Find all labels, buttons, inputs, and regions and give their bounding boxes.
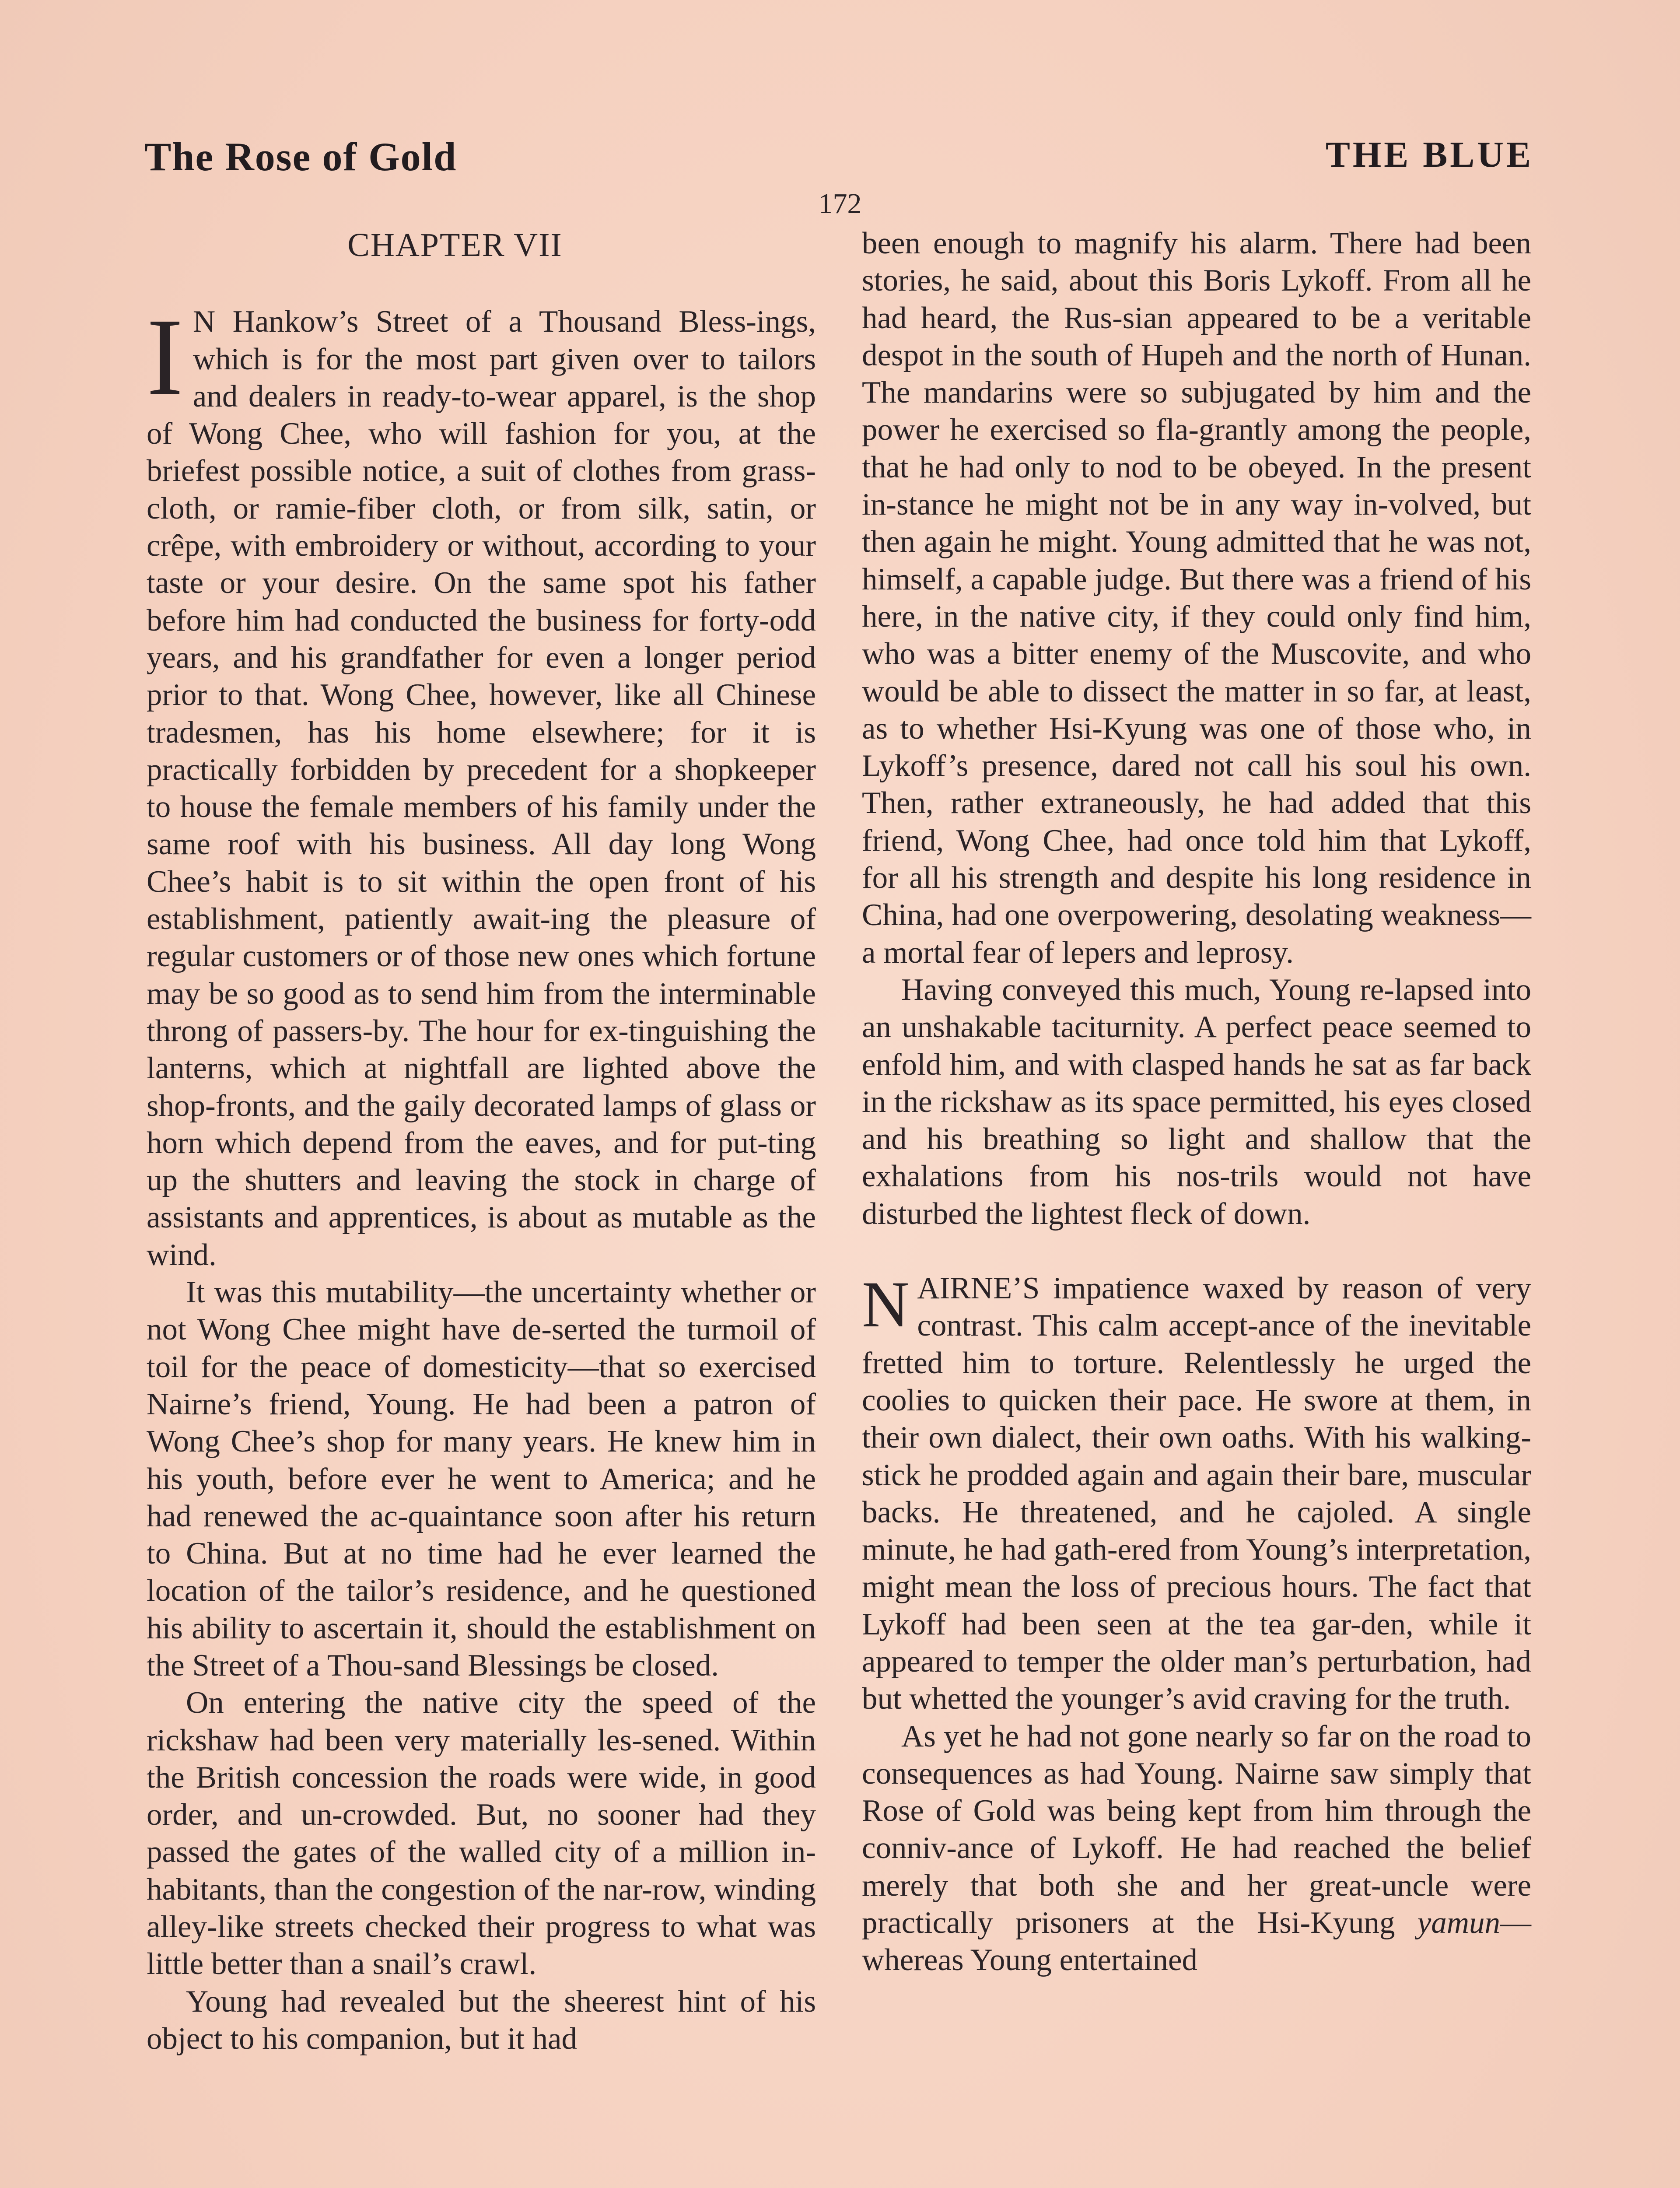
- section-break: [862, 1233, 1531, 1270]
- italic-word: yamun: [1417, 1906, 1501, 1940]
- paragraph: [147, 295, 816, 1274]
- paragraph: It was this mutability—the uncertainty whether or not Wong Chee might have de-serted the turmoil of toil for the peace of domesticity—that so exercised Nairne’s friend, Young. He had been a patron of Wong Chee’s shop for many years. He knew him in his youth, before ever he went to America; and he had renewed the ac-quaintance soon after his return to China. But at no time had he ever learned the location of the tailor’s residence, and he questioned his ability to ascertain it, should the establishment on the Street of a Thou-sand Blessings be closed.: [147, 1275, 816, 1683]
- paragraph-text: N Hankow’s Street of a Thousand Bless-ings, which is for the most part given over to tailors and dealers in ready-to-wear apparel, is the shop of Wong Chee, who will fashion for you, at the briefest possible notice, a suit of clothes from grass-cloth, or ramie-fiber cloth, or from silk, satin, or crêpe, with embroidery or without, according to your taste or your desire. On the same spot his father before him had conducted the business for forty-odd years, and his grandfather for even a longer period prior to that. Wong Chee, however, like all Chinese tradesmen, has his home elsewhere; for it is practically forbidden by precedent for a shopkeeper to house the female members of his family under the same roof with his business. All day long Wong Chee’s habit is to sit within the open front of his establishment, patiently await-ing the pleasure of regular customers or of those new ones which fortune may be so good as to send him from the interminable throng of passers-by. The hour for ex-tinguishing the lanterns, which at nightfall are lighted above the shop-fronts, and the gaily decorated lamps of glass or horn which depend from the eaves, and for put-ting up the shutters and leaving the stock in charge of assistants and apprentices, is about as mutable as the wind.: [147, 305, 816, 1272]
- paragraph-text: As yet he had not gone nearly so far on the road to consequences as had Young. Nairne saw simply that Rose of Gold was being kept from him through the conniv-ance of Lykoff. He had reached the belief merely that both she and her great-uncle were practically prisoners at the Hsi-Kyung: [862, 1719, 1531, 1940]
- paragraph: Young had revealed but the sheerest hint of his object to his companion, but it had: [147, 1984, 816, 2056]
- drop-cap: N: [862, 1268, 910, 1341]
- paragraph: been enough to magnify his alarm. There had been stories, he said, about this Boris Lykoff. From all he had heard, the Rus-sian appeared to be a veritable despot in the south of Hupeh and the north of Hunan. The mandarins were so subjugated by him and the power he exercised so fla-grantly among the people, that he had only to nod to be obeyed. In the present in-stance he might not be in any way in-volved, but then again he might. Young admitted that he was not, himself, a capable judge. But there was a friend of his here, in the native city, if they could only find him, who was a bitter enemy of the Muscovite, and who would be able to dissect the matter in so far, at least, as to whether Hsi-Kyung was one of those who, in Lykoff’s presence, dared not call his soul his own. Then, rather extraneously, he had added that this friend, Wong Chee, had once told him that Lykoff, for all his strength and despite his long residence in China, had one overpowering, desolating weakness—a mortal fear of lepers and leprosy.: [862, 226, 1531, 970]
- chapter-heading: CHAPTER VII: [347, 227, 563, 263]
- left-column: [147, 219, 816, 2058]
- drop-cap: I: [147, 295, 183, 418]
- paragraph: [862, 1718, 1531, 1979]
- paragraph: On entering the native city the speed of the rickshaw had been very materially les-sened. Within the British concession the roads were wide, in good order, and un-crowded. But, no sooner had they passed the gates of the walled city of a million in-habitants, than the congestion of the nar-row, winding alley-like streets checked their progress to what was little better than a snail’s crawl.: [147, 1686, 816, 1981]
- paragraph-text-end: —whereas Young entertained: [862, 1906, 1532, 1978]
- paragraph: [862, 1270, 1531, 1718]
- page-number: 172: [818, 188, 862, 220]
- running-title-right: THE BLUE: [1325, 134, 1533, 175]
- running-title-left: The Rose of Gold: [144, 134, 457, 179]
- paragraph-text: AIRNE’S impatience waxed by reason of very contrast. This calm accept-ance of the inevitable fretted him to torture. Relentlessly he urged the coolies to quicken their pace. He swore at them, in their own dialect, their own oaths. With his walking-stick he prodded again and again their bare, muscular backs. He threatened, and he cajoled. A single minute, he had gath-ered from Young’s interpretation, might mean the loss of precious hours. The fact that Lykoff had been seen at the tea gar-den, while it appeared to temper the older man’s perturbation, had but whetted the younger’s avid craving for the truth.: [862, 1271, 1531, 1716]
- paragraph: Having conveyed this much, Young re-lapsed into an unshakable taciturnity. A perfect peace seemed to enfold him, and with clasped hands he sat as far back in the rickshaw as its space permitted, his eyes closed and his breathing so light and shallow that the exhalations from his nos-trils would not have disturbed the lightest fleck of down.: [862, 972, 1531, 1231]
- right-column: [862, 225, 1531, 1979]
